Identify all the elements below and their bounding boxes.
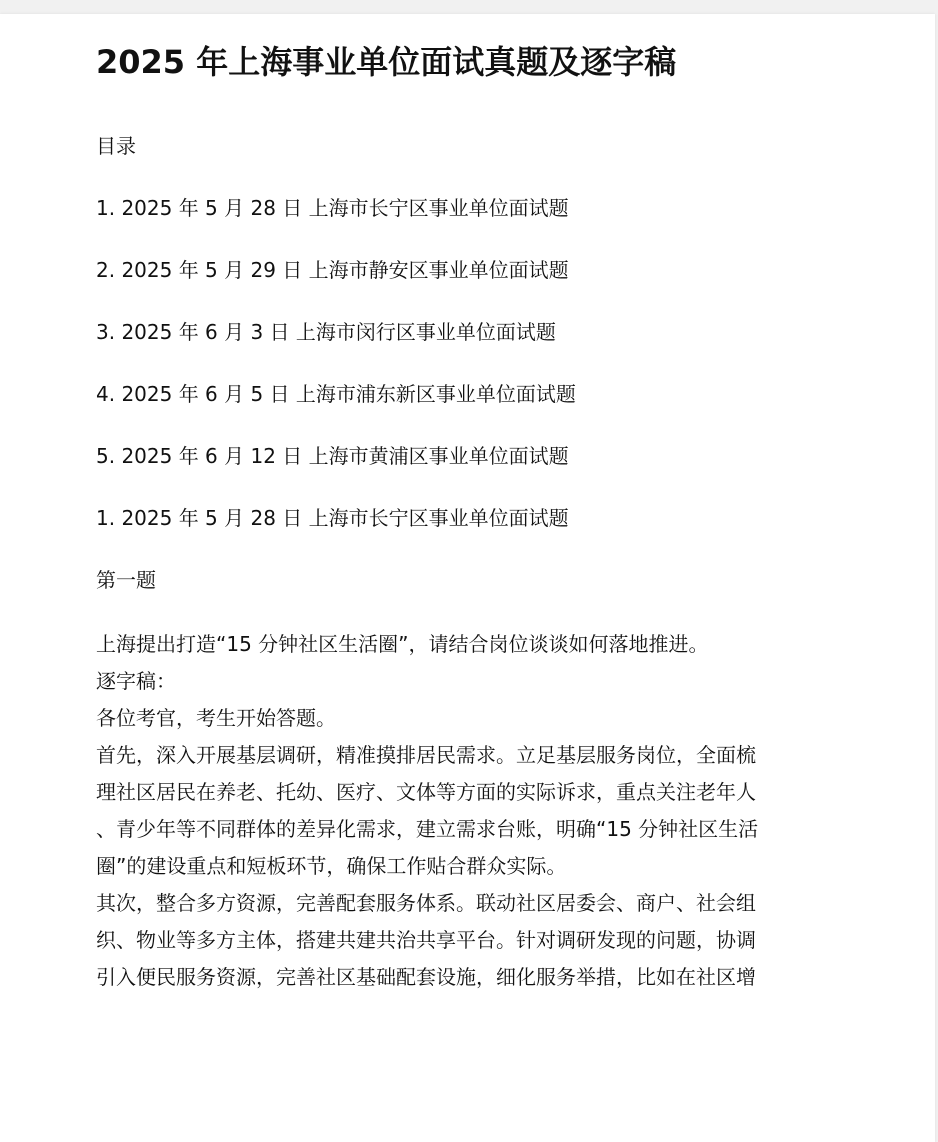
question-label: 第一题 [96, 568, 156, 592]
body-line: 织、物业等多方主体，搭建共建共治共享平台。针对调研发现的问题，协调 [96, 928, 756, 952]
toc-item: 2. 2025 年 5 月 29 日 上海市静安区事业单位面试题 [96, 258, 569, 282]
answer-body [96, 626, 836, 996]
toc-item: 5. 2025 年 6 月 12 日 上海市黄浦区事业单位面试题 [96, 444, 569, 468]
body-line: 首先，深入开展基层调研，精准摸排居民需求。立足基层服务岗位，全面梳 [96, 743, 756, 767]
document-page [0, 14, 935, 1142]
body-line: 理社区居民在养老、托幼、医疗、文体等方面的实际诉求，重点关注老年人 [96, 780, 756, 804]
document-title: 2025 年上海事业单位面试真题及逐字稿 [96, 43, 677, 81]
body-line: 其次，整合多方资源，完善配套服务体系。联动社区居委会、商户、社会组 [96, 891, 756, 915]
section-heading: 1. 2025 年 5 月 28 日 上海市长宁区事业单位面试题 [96, 506, 569, 530]
body-line: 、青少年等不同群体的差异化需求，建立需求台账，明确“15 分钟社区生活 [96, 817, 759, 841]
body-line: 引入便民服务资源，完善社区基础配套设施，细化服务举措，比如在社区增 [96, 965, 756, 989]
toc-label: 目录 [96, 134, 136, 158]
body-line: 逐字稿： [96, 669, 176, 693]
toc-item: 3. 2025 年 6 月 3 日 上海市闵行区事业单位面试题 [96, 320, 556, 344]
table-of-contents [96, 194, 576, 504]
body-line: 上海提出打造“15 分钟社区生活圈”，请结合岗位谈谈如何落地推进。 [96, 632, 709, 656]
body-line: 圈”的建设重点和短板环节，确保工作贴合群众实际。 [96, 854, 567, 878]
toc-item: 4. 2025 年 6 月 5 日 上海市浦东新区事业单位面试题 [96, 382, 576, 406]
body-line: 各位考官，考生开始答题。 [96, 706, 336, 730]
toc-item: 1. 2025 年 5 月 28 日 上海市长宁区事业单位面试题 [96, 196, 569, 220]
